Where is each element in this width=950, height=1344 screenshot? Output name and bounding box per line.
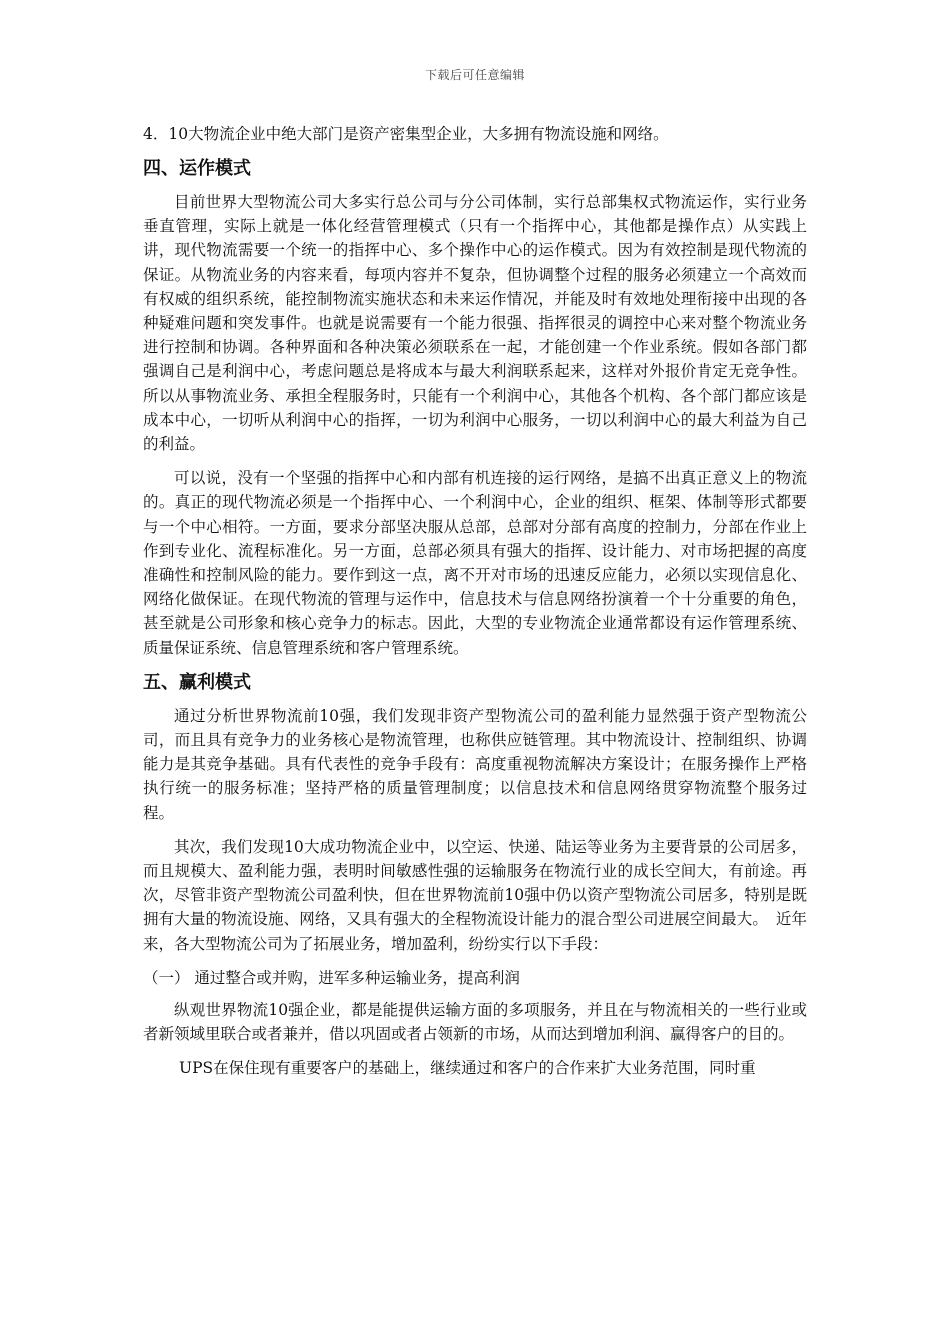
section-5-heading: 五、赢利模式 [143, 671, 251, 693]
intro-item: 4．10大物流企业中绝大部门是资产密集型企业，大多拥有物流设施和网络。 [143, 125, 669, 143]
section-5-sub-paragraph-2: UPS在保住现有重要客户的基础上，继续通过和客户的合作来扩大业务范围，同时重 [179, 1059, 756, 1078]
section-5-paragraph-2: 其次，我们发现10大成功物流企业中，以空运、快递、陆运等业务为主要背景的公司居多，而且规模大、盈利能力强，表明时间敏感性强的运输服务在物流行业的成长空间大，有前途。再次，尽管非资产型物流公司盈利快，但在世界物流前10强中仍以资产型物流公司居多，特别是既拥有大量的物流设施、网络，又具有强大的全程物流设计能力的混合型公司进展空间最大。 近年来，各大型物流公司为了拓展业务，增加盈利，纷纷实行以下手段： [143, 837, 807, 953]
section-4-paragraph-2: 可以说，没有一个坚强的指挥中心和内部有机连接的运行网络，是搞不出真正意义上的物流的。真正的现代物流必须是一个指挥中心、一个利润中心，企业的组织、框架、体制等形式都要与一个中心相符。一方面，要求分部坚决服从总部，总部对分部有高度的控制力，分部在作业上作到专业化、流程标准化。另一方面，总部必须具有强大的指挥、设计能力、对市场把握的高度准确性和控制风险的能力。要作到这一点，离不开对市场的迅速反应能力，必须以实现信息化、网络化做保证。在现代物流的管理与运作中，信息技术与信息网络扮演着一个十分重要的角色，甚至就是公司形象和核心竞争力的标志。因此，大型的专业物流企业通常都设有运作管理系统、质量保证系统、信息管理系统和客户管理系统。 [143, 469, 807, 657]
section-5-subheading-1: （一） 通过整合或并购，进军多种运输业务，提高利润 [143, 968, 520, 987]
document-body [143, 122, 807, 1091]
section-4-heading: 四、运作模式 [143, 158, 251, 179]
section-4-paragraph-1: 目前世界大型物流公司大多实行总公司与分公司体制，实行总部集权式物流运作，实行业务垂直管理，实际上就是一体化经营管理模式（只有一个指挥中心，其他都是操作点）从实践上讲，现代物流需要一个统一的指挥中心、多个操作中心的运作模式。因为有效控制是现代物流的保证。从物流业务的内容来看，每项内容并不复杂，但协调整个过程的服务必须建立一个高效而有权威的组织系统，能控制物流实施状态和未来运作情况，并能及时有效地处理衔接中出现的各种疑难问题和突发事件。也就是说需要有一个能力很强、指挥很灵的调控中心来对整个物流业务进行控制和协调。各种界面和各种决策必须联系在一起，才能创建一个作业系统。假如各部门都强调自己是利润中心，考虑问题总是将成本与最大利润联系起来，这样对外报价肯定无竞争性。所以从事物流业务、承担全程服务时，只能有一个利润中心，其他各个机构、各个部门都应该是成本中心，一切听从利润中心的指挥，一切为利润中心服务，一切以利润中心的最大利益为自己的利益。 [143, 193, 807, 454]
section-5-paragraph-1: 通过分析世界物流前10强，我们发现非资产型物流公司的盈利能力显然强于资产型物流公司，而且具有竞争力的业务核心是物流管理，也称供应链管理。其中物流设计、控制组织、协调能力是其竞争基础。具有代表性的竞争手段有：高度重视物流解决方案设计；在服务操作上严格执行统一的服务标准；坚持严格的质量管理制度；以信息技术和信息网络贯穿物流整个服务过程。 [143, 706, 807, 822]
section-5-sub-paragraph-1: 纵观世界物流10强企业，都是能提供运输方面的多项服务，并且在与物流相关的一些行业或者新领域里联合或者兼并，借以巩固或者占领新的市场，从而达到增加利润、赢得客户的目的。 [143, 1000, 807, 1044]
header-note: 下载后可任意编辑 [424, 68, 525, 82]
